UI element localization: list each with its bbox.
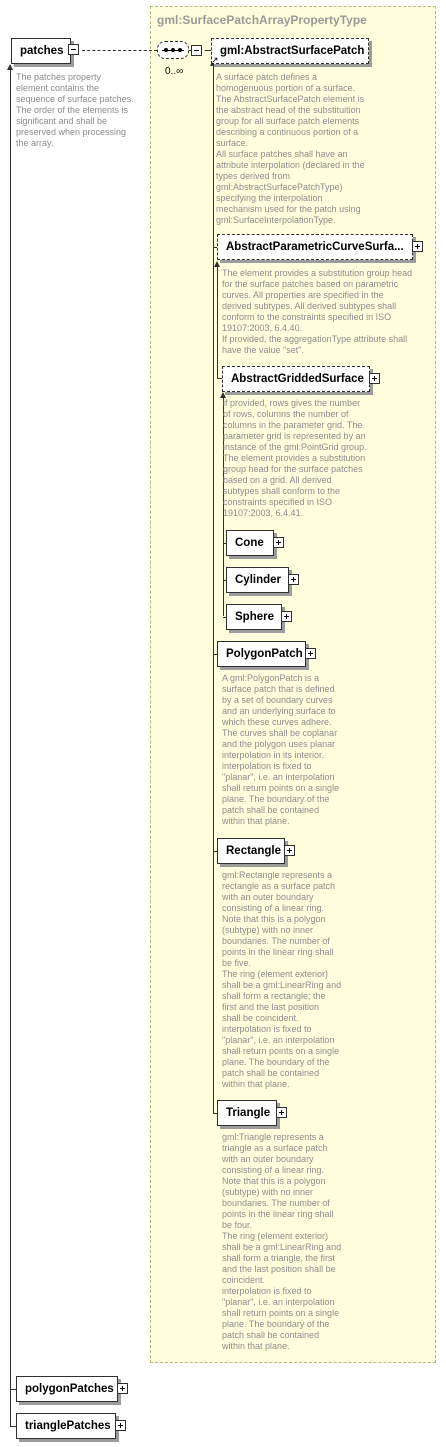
rectangle-expand-icon[interactable] [284,845,295,856]
type-region-title: gml:SurfacePatchArrayPropertyType [157,13,367,27]
cone-expand-icon[interactable] [273,537,284,548]
abstract-parametric-curve-surface-label: AbstractParametricCurveSurfa... [226,241,404,253]
abstract-surface-patch-element[interactable] [211,38,369,64]
abstract-gridded-surface-element[interactable] [222,366,370,392]
polygon-patch-label: PolygonPatch [226,648,303,660]
abstract-gridded-surface-expand-icon[interactable] [369,373,380,384]
polygon-patch-description: A gml:PolygonPatch is a surface patch that is defined by a set of boundary curves and an underlying surface to which these curves adhere. The curves shall be coplanar and the polygon uses planar interpolation in its interior. interpolation is fixed to "planar", i.e. an interpolation shall return points on a single plane. The boundary of the patch shall be contained within that plane. [222,673,340,826]
abstract-patch-substitution-line [213,66,214,1113]
abstract-gridded-surface-description: if provided, rows gives the number of rows, columns the number of columns in the parameter grid. The parameter grid is represented by an instance of the gml:PointGrid group. The element provides a substitution group head for the surface patches based on a grid. All derived subtypes shall conform to the constraints specified in ISO 19107:2003, 6.4.41. [223,398,367,518]
sequence-compositor-icon [157,41,189,59]
patches-element[interactable] [11,38,71,64]
root-substitution-line [10,70,11,1426]
cylinder-expand-icon[interactable] [288,574,299,585]
abstract-surface-patch-description: A surface patch defines a homogenuous portion of a surface. The AbstractSurfacePatch element is the abstract head of the substituition group for all surface patch elements describing a continuous portion of a surface. All surface patches shall have an attribute interpolation (declared in the types derived from gml:AbstractSurfacePatchType) specifying the interpolation mechanism used for the patch using gml:SurfaceInterpolationType. [216,72,365,225]
cone-label: Cone [235,537,264,549]
root-substitution-arrow [7,64,13,70]
abstract-parametric-curve-surface-element[interactable] [217,234,413,260]
polygon-patches-label: polygonPatches [25,1383,114,1395]
rectangle-label: Rectangle [226,845,281,857]
patches-label: patches [20,45,64,57]
patches-collapse-icon[interactable] [68,44,79,55]
parametric-substitution-arrow [214,261,220,267]
triangle-patches-expand-icon[interactable] [115,1420,126,1431]
cylinder-element[interactable] [226,567,289,593]
abstract-surface-patch-label: gml:AbstractSurfacePatch [220,45,365,57]
cone-element[interactable] [226,530,274,556]
triangle-patches-element[interactable] [16,1413,116,1439]
patches-description: The patches property element contains the sequence of surface patches. The order of the elements is significant and shall be preserved when processing the array. [16,72,134,148]
polygon-patch-element[interactable] [217,641,306,667]
triangle-expand-icon[interactable] [276,1107,287,1118]
sphere-expand-icon[interactable] [281,611,292,622]
rectangle-element[interactable] [217,838,285,864]
polygon-patches-expand-icon[interactable] [117,1383,128,1394]
abstract-parametric-curve-surface-expand-icon[interactable] [412,241,423,252]
sphere-label: Sphere [235,611,274,623]
triangle-patches-label: trianglePatches [25,1420,111,1432]
polygon-patch-expand-icon[interactable] [305,648,316,659]
rectangle-description: gml:Rectangle represents a rectangle as a surface patch with an outer boundary consisting of a linear ring. Note that this is a polygon (subtype) with no inner boundaries. The number of points in the linear ring shall be five. The ring (element exterior) shall be a gml:LinearRing and shall form a rectangle; the first and the last position shall be coincident. interpolation is fixed to "planar", i.e. an interpolation shall return points on a single plane. The boundary of the patch shall be contained within that plane. [222,870,342,1089]
cylinder-label: Cylinder [235,574,282,586]
root-to-sequence-line [82,50,157,51]
parametric-substitution-line [217,266,218,378]
sequence-collapse-icon[interactable] [191,45,202,56]
abstract-parametric-curve-surface-description: The element provides a substitution group head for the surface patches based on parametric curves. All properties are specified in the derived subtypes. All derived subtypes shall conform to the constraints specified in ISO 19107:2003, 6.4.40. If provided, the aggregationType attribute shall have the value "set". [222,268,413,355]
triangle-label: Triangle [226,1107,271,1119]
sphere-element[interactable] [226,604,282,630]
abstract-gridded-surface-label: AbstractGriddedSurface [231,373,364,385]
triangle-description: gml:Triangle represents a triangle as a surface patch with an outer boundary consisting of a linear ring. Note that this is a polygon (subtype) with no inner boundaries. The number of points in the linear ring shall be four. The ring (element exterior) shall be a gml:LinearRing and shall form a triangle, the first and the last position shall be coincident. interpolation is fixed to "planar", i.e. an interpolation shall return points on a single plane. The boundary of the patch shall be contained within that plane. [222,1132,342,1351]
reference-arrow-icon: ↗ [211,55,219,65]
sequence-occurrence: 0..∞ [165,66,184,77]
triangle-element[interactable] [217,1100,277,1126]
polygon-patches-element[interactable] [16,1376,118,1402]
